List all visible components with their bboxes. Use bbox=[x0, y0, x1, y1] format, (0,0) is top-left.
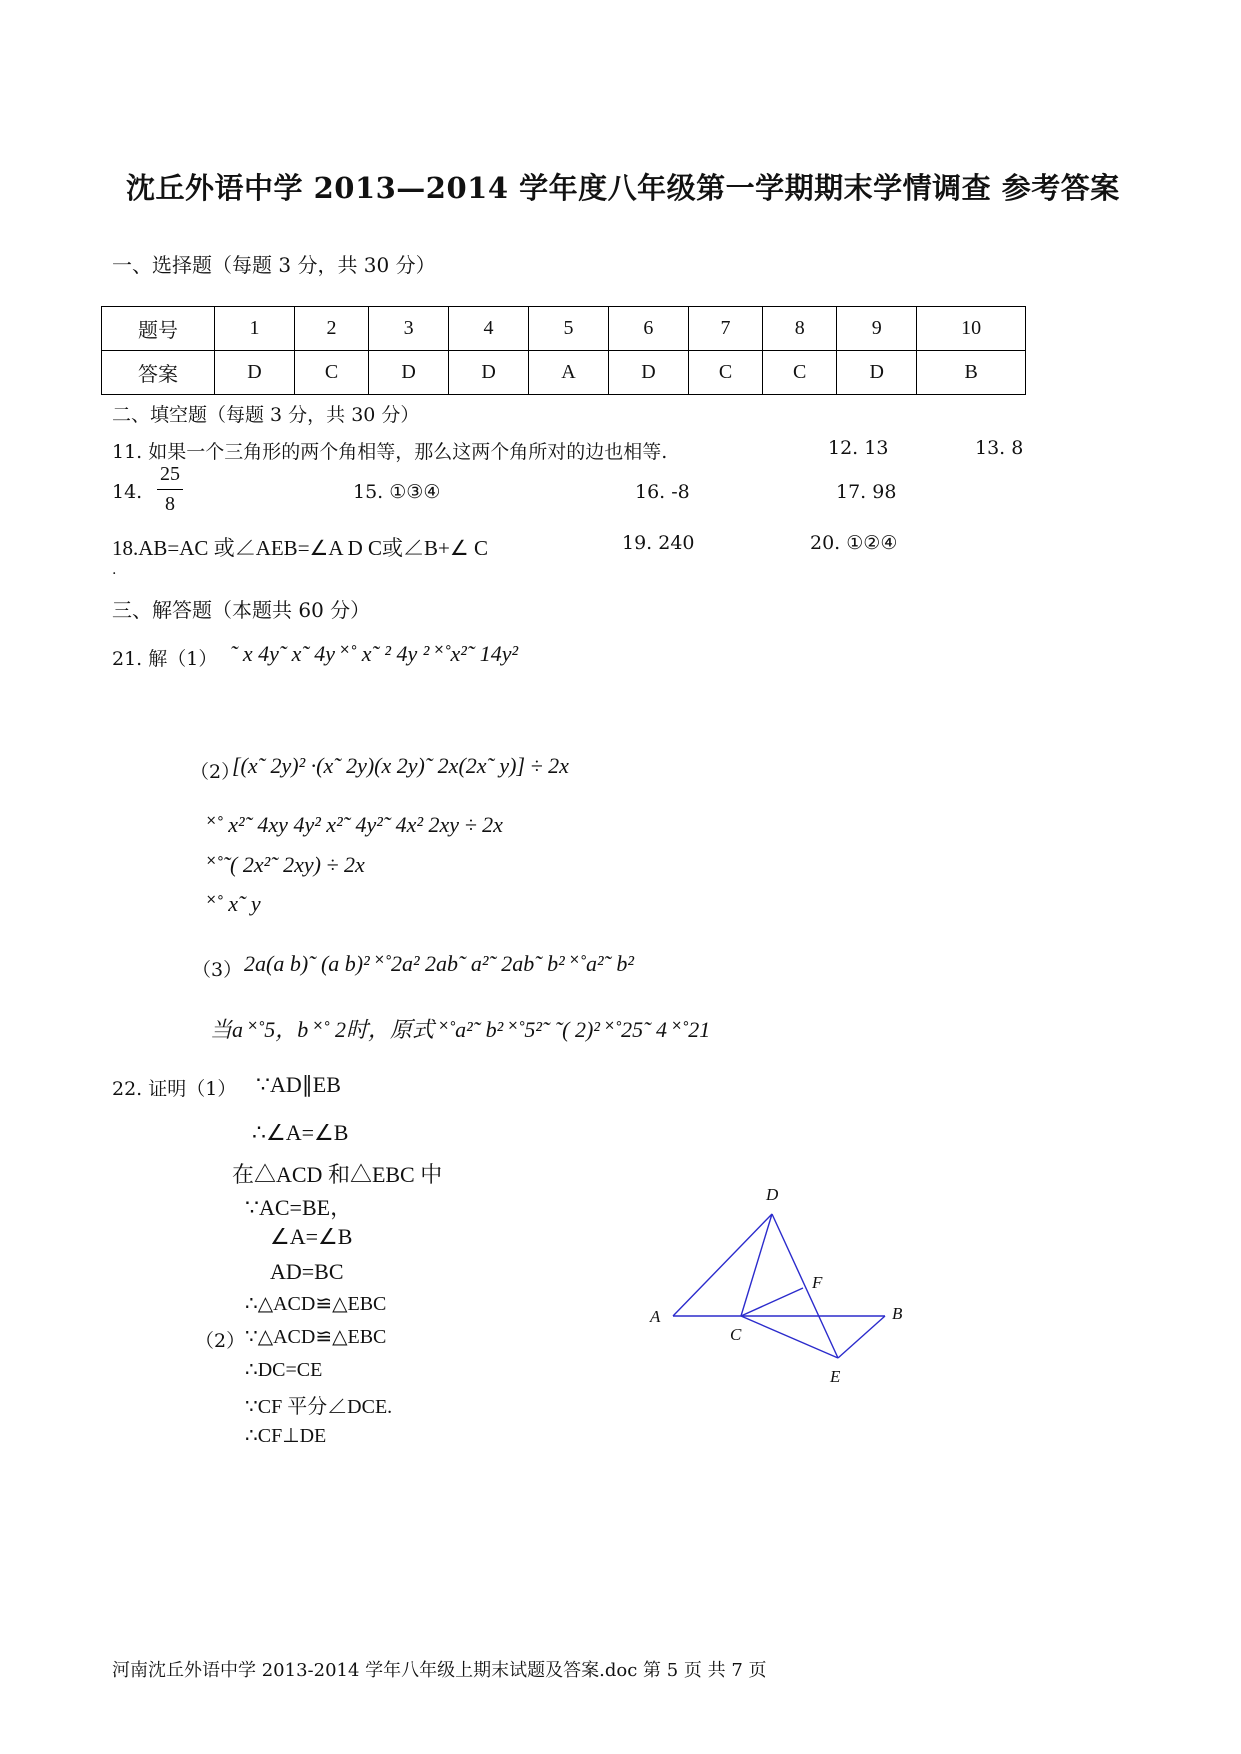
q22-part2-line-2: ∴DC=CE bbox=[245, 1359, 323, 1381]
table-cell: C bbox=[688, 351, 762, 395]
answer-14-fraction bbox=[157, 463, 183, 516]
table-cell: 6 bbox=[608, 307, 688, 351]
q22-line-6: AD=BC bbox=[270, 1259, 344, 1284]
table-cell: 2 bbox=[294, 307, 368, 351]
q22-line-3: 在△ACD 和△EBC 中 bbox=[232, 1162, 443, 1187]
answer-14-label: 14. bbox=[112, 481, 143, 503]
q22-line-1: ∵AD∥EB bbox=[256, 1072, 341, 1097]
answer-18: 18.AB=AC 或∠AEB=∠A D C或∠B+∠ C bbox=[112, 536, 488, 560]
row-label-answer: 答案 bbox=[102, 351, 215, 395]
label-b: B bbox=[892, 1304, 903, 1323]
q22-label: 22. 证明（1） bbox=[112, 1078, 237, 1100]
answer-12: 12. 13 bbox=[828, 437, 889, 459]
table-cell: 7 bbox=[688, 307, 762, 351]
answer-20: 20. ①②④ bbox=[810, 532, 898, 554]
answer-row bbox=[102, 351, 1026, 395]
table-cell: D bbox=[369, 351, 449, 395]
fraction-denominator: 8 bbox=[165, 493, 175, 515]
q21-part2-label: （2） bbox=[190, 761, 241, 783]
q21-part2-line4: ˟˚ x˜ y bbox=[207, 891, 261, 916]
q22-part2-line-1: ∵△ACD≌△EBC bbox=[245, 1326, 387, 1348]
q22-line-4: ∵AC=BE， bbox=[245, 1195, 353, 1220]
segment-eb bbox=[838, 1316, 885, 1358]
table-cell: B bbox=[917, 351, 1026, 395]
table-cell: 8 bbox=[763, 307, 837, 351]
q22-part2-line-4: ∴CF⊥DE bbox=[245, 1425, 327, 1447]
table-cell: 5 bbox=[529, 307, 609, 351]
section3-heading: 三、解答题（本题共 60 分） bbox=[112, 598, 371, 622]
label-d: D bbox=[766, 1185, 779, 1204]
table-cell: D bbox=[608, 351, 688, 395]
label-e: E bbox=[830, 1367, 841, 1386]
table-cell: 3 bbox=[369, 307, 449, 351]
q22-line-5: ∠A=∠B bbox=[270, 1224, 353, 1249]
table-cell: 10 bbox=[917, 307, 1026, 351]
question-number-row bbox=[102, 307, 1026, 351]
label-f: F bbox=[812, 1273, 823, 1292]
geometry-figure bbox=[640, 1178, 920, 1398]
page-footer: 河南沈丘外语中学 2013-2014 学年八年级上期末试题及答案.doc 第 5 页 共 7 页 bbox=[112, 1660, 767, 1681]
table-cell: A bbox=[529, 351, 609, 395]
table-cell: C bbox=[763, 351, 837, 395]
segment-ce bbox=[741, 1316, 838, 1358]
row-label-question: 题号 bbox=[102, 307, 215, 351]
q21-part3-line2: 当a ˟˚5，b ˟˚ 2时，原式 ˟˚a²˜ b² ˟˚5²˜ ˜( 2)² ˟˚25˜ 4 ˟˚21 bbox=[210, 1017, 711, 1042]
table-cell: D bbox=[215, 351, 295, 395]
stray-dot: . bbox=[112, 562, 117, 578]
section1-heading: 一、选择题（每题 3 分，共 30 分） bbox=[112, 253, 436, 277]
answer-table bbox=[101, 306, 1026, 395]
q21-label: 21. 解（1） bbox=[112, 648, 218, 670]
q22-part2-line-3: ∵CF 平分∠DCE. bbox=[245, 1396, 393, 1418]
table-cell: 9 bbox=[837, 307, 917, 351]
table-cell: 4 bbox=[449, 307, 529, 351]
table-cell: D bbox=[449, 351, 529, 395]
q21-part2-line3: ˟˚˜( 2x²˜ 2xy) ÷ 2x bbox=[207, 852, 365, 877]
q22-line-2: ∴∠A=∠B bbox=[252, 1120, 349, 1145]
label-c: C bbox=[730, 1325, 742, 1344]
section2-heading: 二、填空题（每题 3 分，共 30 分） bbox=[112, 404, 420, 426]
answer-19: 19. 240 bbox=[622, 532, 695, 554]
q21-part3-label: （3） bbox=[192, 959, 243, 981]
answer-11: 11. 如果一个三角形的两个角相等，那么这两个角所对的边也相等. bbox=[112, 441, 668, 463]
table-cell: D bbox=[837, 351, 917, 395]
q21-part3-line1: 2a(a b)˜ (a b)² ˟˚2a² 2ab˜ a²˜ 2ab˜ b² ˟˚a²˜ b² bbox=[244, 951, 634, 976]
table-cell: 1 bbox=[215, 307, 295, 351]
answer-13: 13. 8 bbox=[975, 437, 1024, 459]
label-a: A bbox=[650, 1307, 661, 1326]
answer-15: 15. ①③④ bbox=[353, 481, 441, 503]
document-title: 沈丘外语中学 2013—2014 学年度八年级第一学期期末学情调查 参考答案 bbox=[126, 171, 1120, 205]
fraction-numerator: 25 bbox=[157, 463, 183, 490]
q22-line-7: ∴△ACD≌△EBC bbox=[245, 1293, 387, 1315]
segment-de bbox=[772, 1214, 838, 1358]
answer-17: 17. 98 bbox=[836, 481, 897, 503]
table-cell: C bbox=[294, 351, 368, 395]
q21-part1-expression: ˜ x 4y˜ x˜ 4y ˟˚ x˜ ² 4y ² ˟˚x²˜ 14y² bbox=[230, 641, 519, 666]
q22-part2-label: （2） bbox=[195, 1330, 246, 1352]
segment-cf bbox=[741, 1288, 803, 1316]
answer-16: 16. -8 bbox=[635, 481, 690, 503]
q21-part2-line1: [(x˜ 2y)² ·(x˜ 2y)(x 2y)˜ 2x(2x˜ y)] ÷ 2x bbox=[232, 753, 569, 778]
q21-part2-line2: ˟˚ x²˜ 4xy 4y² x²˜ 4y²˜ 4x² 2xy ÷ 2x bbox=[207, 812, 503, 837]
